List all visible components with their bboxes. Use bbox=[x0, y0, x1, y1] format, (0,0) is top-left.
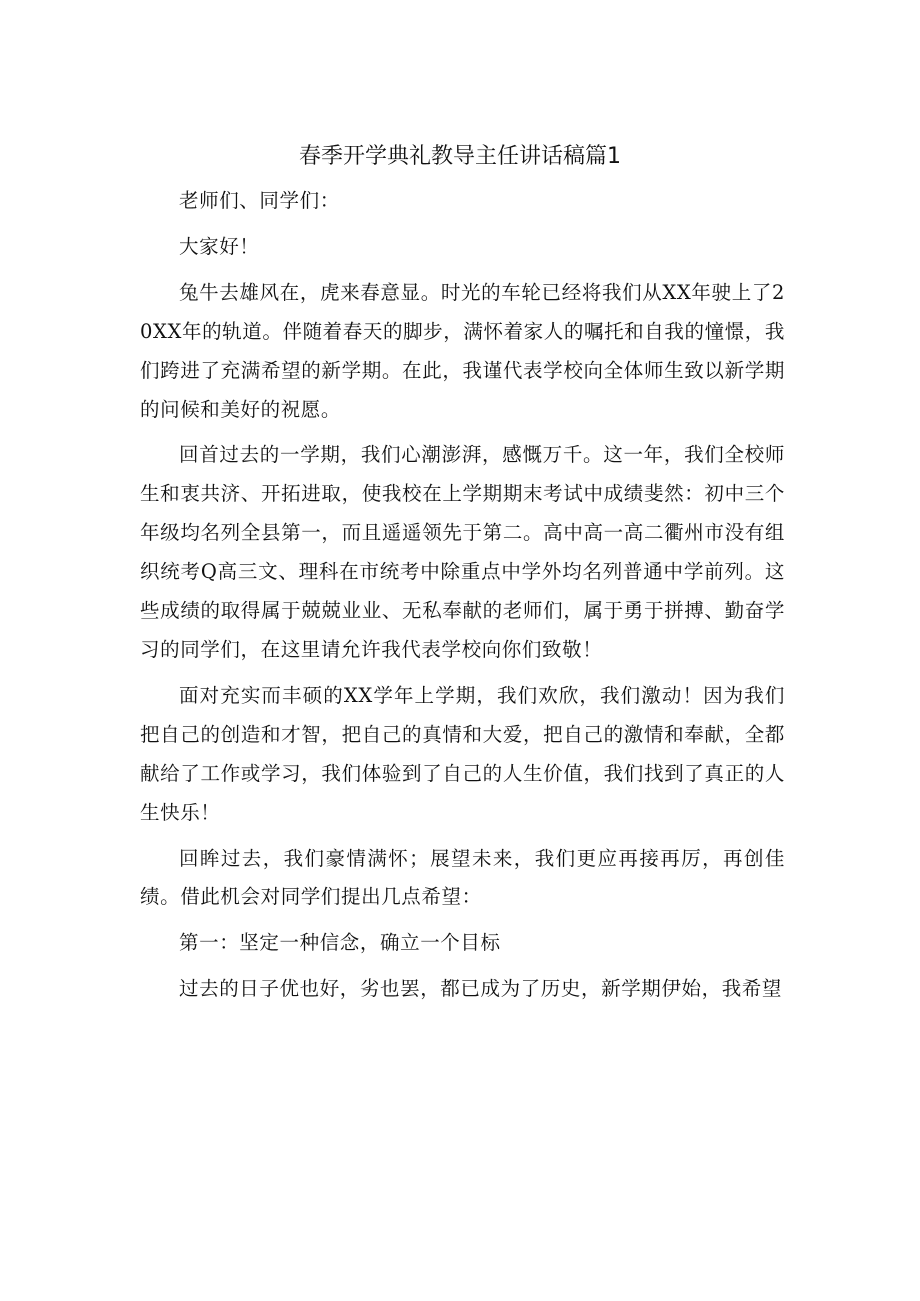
salutation-paragraph: 老师们、同学们： bbox=[179, 189, 340, 212]
body-paragraph: 面对充实而丰硕的XX学年上学期，我们欢欣，我们激动！因为我们把自己的创造和才智，把自己的真情和大爱，把自己的激情和奉献，全都献给了工作或学习，我们体验到了自己的人生价值，我们找到了真正的人生快乐！ bbox=[140, 683, 785, 824]
body-paragraph: 回眸过去，我们豪情满怀；展望未来，我们更应再接再厉，再创佳绩。借此机会对同学们提出几点希望： bbox=[140, 846, 785, 909]
document-body bbox=[140, 182, 785, 1009]
body-paragraph: 过去的日子优也好，劣也罢，都已成为了历史，新学期伊始，我希望 bbox=[179, 977, 783, 1001]
greeting-paragraph: 大家好！ bbox=[179, 234, 260, 258]
body-paragraph: 回首过去的一学期，我们心潮澎湃，感慨万千。这一年，我们全校师生和衷共济、开拓进取，使我校在上学期期末考试中成绩斐然：初中三个年级均名列全县第一，而且遥遥领先于第二。高中高一高二衢州市没有组织统考Q高三文、理科在市统考中除重点中学外均名列普通中学前列。这些成绩的取得属于兢兢业业、无私奉献的老师们，属于勇于拼搏、勤奋学习的同学们，在这里请允许我代表学校向你们致敬！ bbox=[140, 443, 785, 661]
body-paragraph: 兔牛去雄风在，虎来春意显。时光的车轮已经将我们从XX年驶上了20XX年的轨道。伴随着春天的脚步，满怀着家人的嘱托和自我的憧憬，我们跨进了充满希望的新学期。在此，我谨代表学校向全体师生致以新学期的问候和美好的祝愿。 bbox=[140, 280, 785, 421]
document-title: 春季开学典礼教导主任讲话稿篇1 bbox=[299, 144, 621, 169]
section-heading: 第一：坚定一种信念，确立一个目标 bbox=[179, 931, 501, 955]
